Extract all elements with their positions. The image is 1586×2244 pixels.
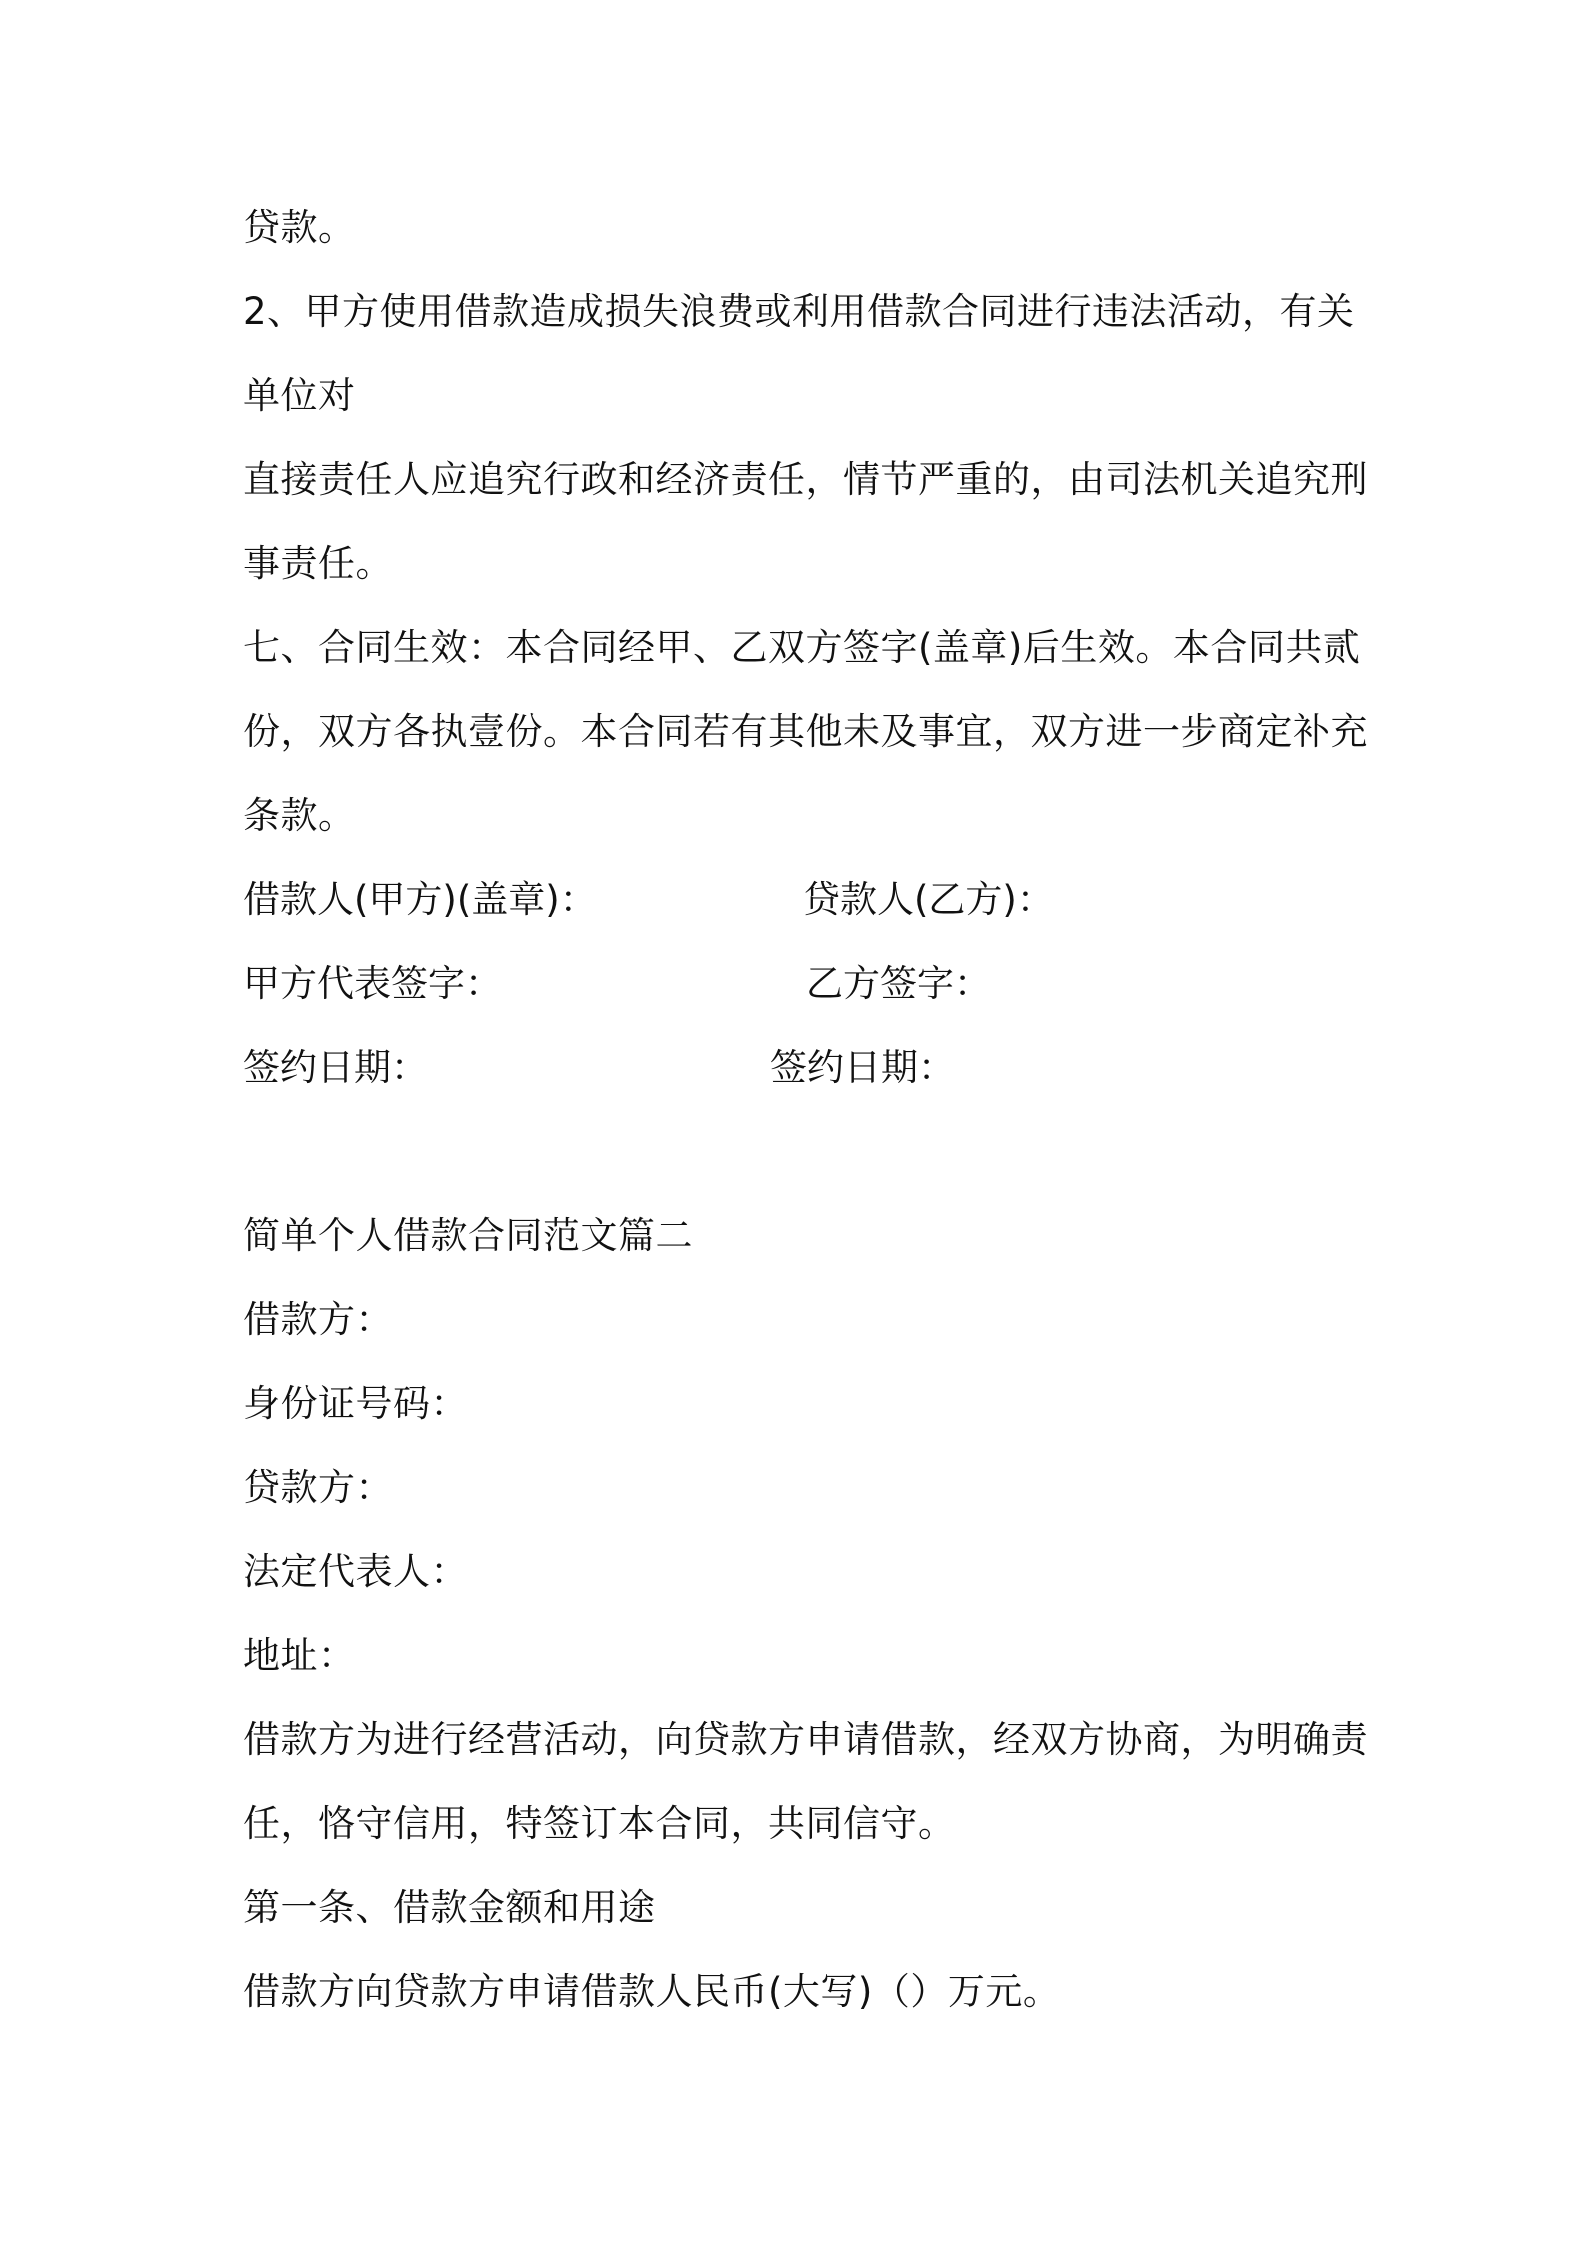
text-line: 份，双方各执壹份。本合同若有其他未及事宜，双方进一步商定补充 <box>243 710 1368 753</box>
text-line: 贷款。 <box>243 206 356 249</box>
lender-signature-label: 贷款人(乙方)： <box>803 878 1054 921</box>
text-line: 条款。 <box>243 794 356 837</box>
text-line: 直接责任人应追究行政和经济责任，情节严重的，由司法机关追究刑 <box>243 458 1368 501</box>
text-line: 单位对 <box>243 374 356 417</box>
legal-rep-label: 法定代表人： <box>243 1550 468 1593</box>
lender-label: 贷款方： <box>243 1466 393 1509</box>
borrower-signature-label: 借款人(甲方)(盖章)： <box>243 878 597 921</box>
borrower-label: 借款方： <box>243 1298 393 1341</box>
article-title: 第一条、借款金额和用途 <box>243 1886 656 1929</box>
sign-date-left-label: 签约日期： <box>243 1046 428 1089</box>
text-line: 事责任。 <box>243 542 393 585</box>
intro-paragraph-line: 任，恪守信用，特签订本合同，共同信守。 <box>243 1802 956 1845</box>
text-line: 2、甲方使用借款造成损失浪费或利用借款合同进行违法活动，有关 <box>243 290 1355 333</box>
intro-paragraph-line: 借款方为进行经营活动，向贷款方申请借款，经双方协商，为明确责 <box>243 1718 1368 1761</box>
id-number-label: 身份证号码： <box>243 1382 468 1425</box>
article-text: 借款方向贷款方申请借款人民币(大写)（）万元。 <box>243 1970 1061 2013</box>
section-title: 简单个人借款合同范文篇二 <box>243 1214 693 1257</box>
address-label: 地址： <box>243 1634 356 1677</box>
party-a-sign-label: 甲方代表签字： <box>243 962 502 1005</box>
text-line: 七、合同生效：本合同经甲、乙双方签字(盖章)后生效。本合同共贰 <box>243 626 1361 669</box>
party-b-sign-label: 乙方签字： <box>806 962 991 1005</box>
sign-date-right-label: 签约日期： <box>770 1046 955 1089</box>
